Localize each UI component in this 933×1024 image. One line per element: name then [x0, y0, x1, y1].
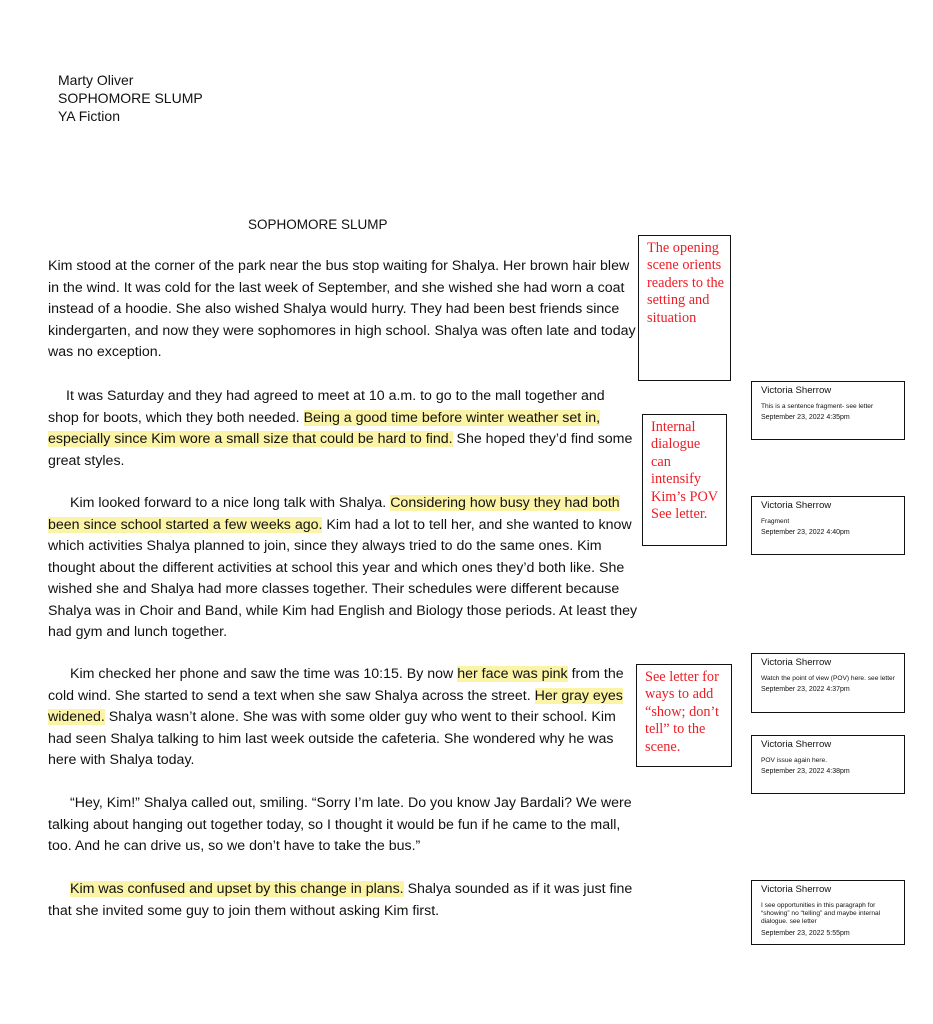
document-title: SOPHOMORE SLUMP [248, 217, 388, 232]
comment-bubble[interactable] [751, 653, 905, 713]
comment-bubble[interactable] [751, 496, 905, 555]
comment-bubble[interactable] [751, 735, 905, 794]
comment-text: Watch the point of view (POV) here. see letter [761, 675, 895, 682]
paragraph-6-text-b: Shalya sounded as if it was just fine that she invited some guy to join them without asking Kim first. [48, 881, 633, 919]
paragraph-4 [48, 664, 638, 772]
paragraph-3-text-a: Kim looked forward to a nice long talk with Shalya. [70, 495, 387, 511]
paragraph-4-text-c: Shalya wasn’t alone. She was with some older guy who went to their school. Kim had seen Shalya talking to him last week outside the cafeteria. She wondered why he was here with Shalya today. [48, 709, 616, 768]
paragraph-3 [48, 493, 638, 644]
margin-note-internal-dialogue: Internal dialogue can intensify Kim’s POV See letter. [642, 414, 727, 546]
highlight-pov-2[interactable]: Her gray eyes widened. [48, 687, 623, 725]
paragraph-6 [48, 879, 638, 922]
paragraph-1 [48, 256, 638, 364]
comment-date: September 23, 2022 5:55pm [761, 929, 850, 937]
comment-text: I see opportunities in this paragraph for “showing” no “telling” and maybe internal dialogue. see letter [761, 902, 881, 926]
work-title: SOPHOMORE SLUMP [58, 90, 203, 106]
comment-date: September 23, 2022 4:37pm [761, 686, 850, 694]
comment-text: Fragment [761, 518, 790, 525]
highlight-fragment-1[interactable]: Being a good time before winter weather set in, especially since Kim wore a small size that could be hard to find. [48, 409, 601, 447]
paragraph-4-text-b: from the cold wind. She started to send a text when she saw Shalya across the street. [48, 666, 624, 704]
comment-date: September 23, 2022 4:38pm [761, 768, 850, 776]
paragraph-2-text-a: It was Saturday and they had agreed to meet at 10 a.m. to go to the mall together and shop for boots, which they both needed. [48, 388, 605, 426]
comment-author: Victoria Sherrow [761, 884, 832, 895]
genre-label: YA Fiction [58, 108, 120, 124]
comment-author: Victoria Sherrow [761, 385, 832, 396]
comment-bubble[interactable] [751, 880, 905, 945]
margin-note-opening-scene: The opening scene orients readers to the setting and situation [638, 235, 731, 381]
paragraph-5-text: “Hey, Kim!” Shalya called out, smiling. “Sorry I’m late. Do you know Jay Bardali? We were talking about hanging out together today, so I thought it would be fun if he came to the mall, too. And he can drive us, so we don’t have to take the bus.” [48, 795, 632, 854]
comment-date: September 23, 2022 4:40pm [761, 529, 850, 537]
margin-note-show-dont-tell: See letter for ways to add “show; don’t tell” to the scene. [636, 664, 732, 767]
paragraph-5 [48, 793, 638, 858]
manuscript-header [58, 71, 203, 125]
comment-author: Victoria Sherrow [761, 657, 832, 668]
comment-date: September 23, 2022 4:35pm [761, 414, 850, 422]
paragraph-3-text-b: Kim had a lot to tell her, and she wanted to know which activities Shalya planned to join, since they always tried to do the same ones. Kim thought about the different activities at school this year and which ones they’d both like. She wished she and Shalya had more classes together. Their schedules were different because Shalya was in Choir and Band, while Kim had English and Biology those periods. At least they had gym and lunch together. [48, 516, 638, 640]
highlight-fragment-2[interactable]: Considering how busy they had both been since school started a few weeks ago. [48, 495, 620, 533]
paragraph-2 [48, 386, 638, 472]
comment-author: Victoria Sherrow [761, 739, 832, 750]
paragraph-4-text-a: Kim checked her phone and saw the time was 10:15. By now [70, 666, 454, 682]
highlight-pov-1[interactable]: her face was pink [457, 666, 568, 682]
comment-bubble[interactable] [751, 381, 905, 440]
author-name: Marty Oliver [58, 72, 134, 88]
highlight-showing[interactable]: Kim was confused and upset by this change in plans. [70, 881, 404, 897]
paragraph-2-text-b: She hoped they’d find some great styles. [48, 431, 633, 469]
comment-text: This is a sentence fragment- see letter [761, 403, 874, 410]
comment-text: POV issue again here. [761, 757, 827, 764]
comment-author: Victoria Sherrow [761, 500, 832, 511]
paragraph-1-text: Kim stood at the corner of the park near the bus stop waiting for Shalya. Her brown hair blew in the wind. It was cold for the last week of September, and she wished she had worn a coat instead of a hoodie. She also wished Shalya would hurry. They had been best friends since kindergarten, and now they were sophomores in high school. Shalya was often late and today was no exception. [48, 258, 636, 360]
